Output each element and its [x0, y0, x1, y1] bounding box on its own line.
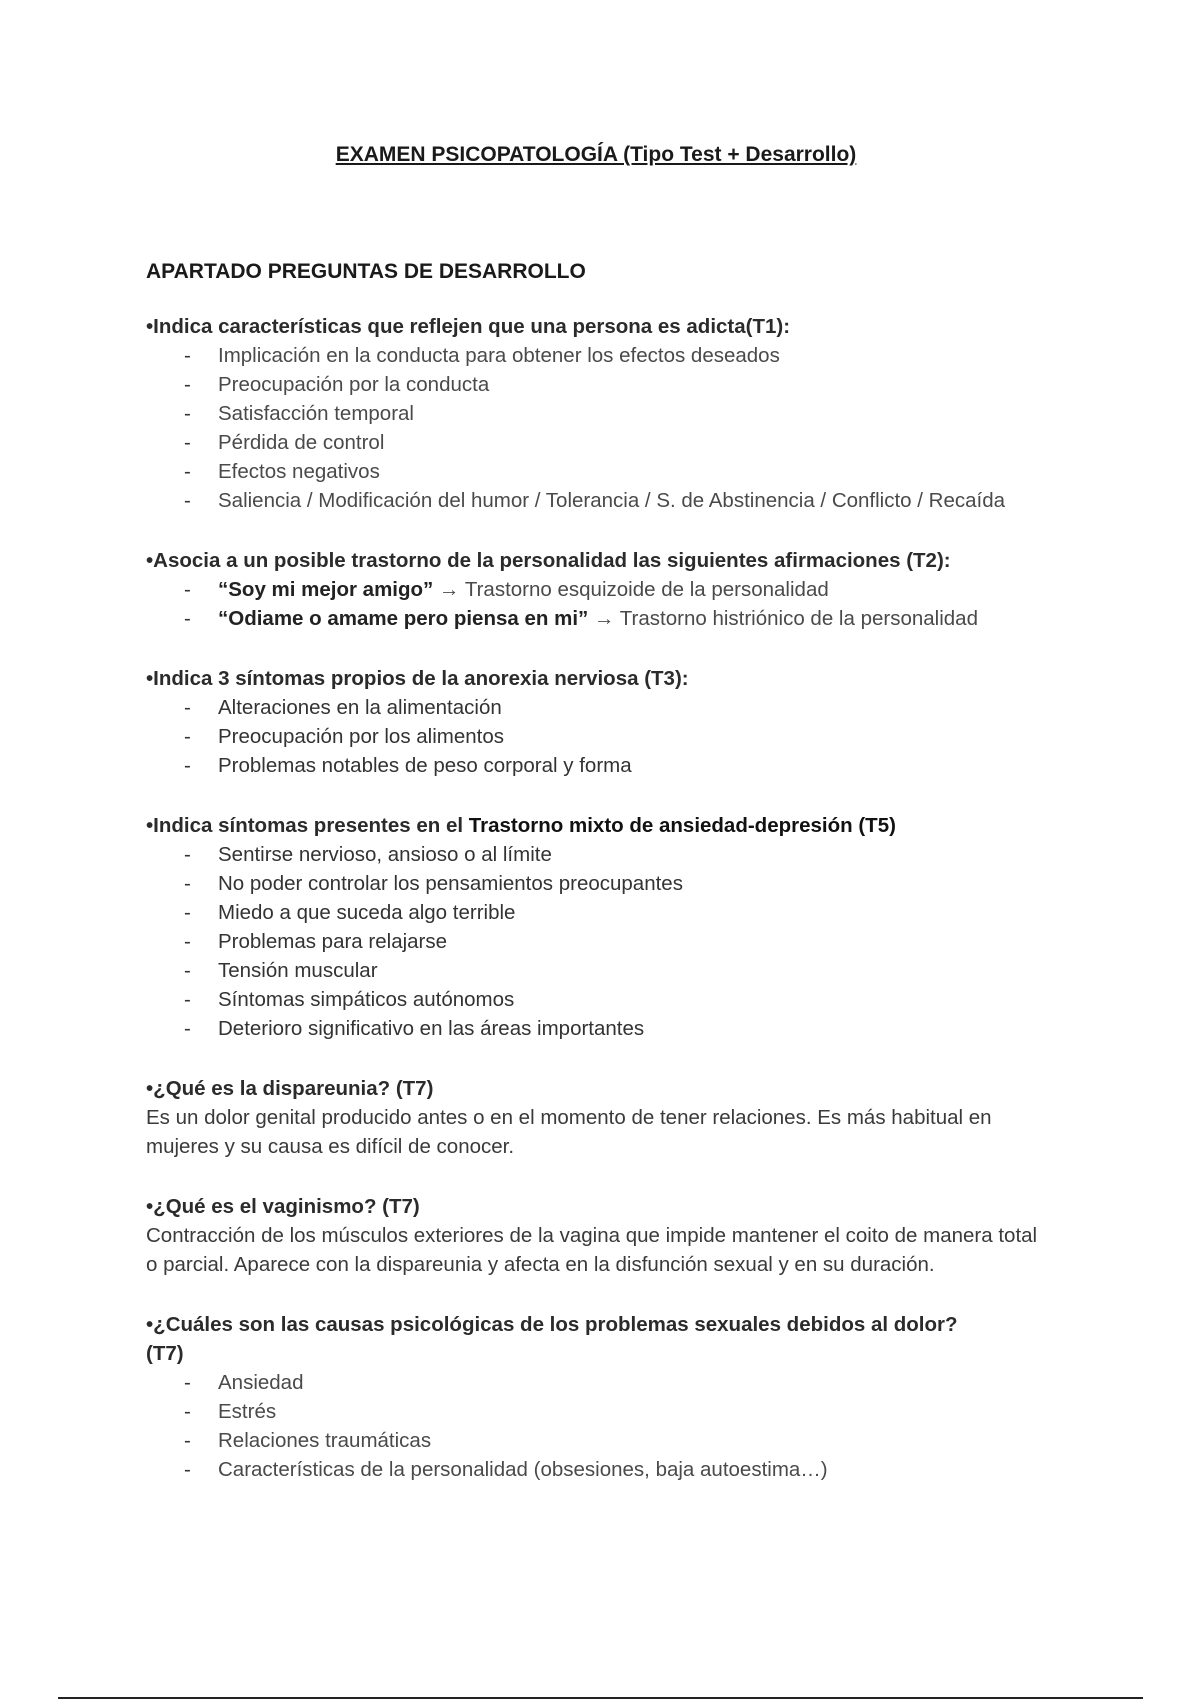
- list-item: - Síntomas simpáticos autónomos: [146, 985, 1046, 1014]
- list-item: - Satisfacción temporal: [146, 399, 1046, 428]
- question-anxiety-depression: [146, 811, 1046, 1043]
- list-item: - Estrés: [146, 1397, 1046, 1426]
- list-item: - Sentirse nervioso, ansioso o al límite: [146, 840, 1046, 869]
- list-item: - Pérdida de control: [146, 428, 1046, 457]
- list-item: - Deterioro significativo en las áreas importantes: [146, 1014, 1046, 1043]
- answer-list: [146, 575, 1046, 633]
- answer-list: [146, 693, 1046, 780]
- list-item: - Efectos negativos: [146, 457, 1046, 486]
- list-item: - Ansiedad: [146, 1368, 1046, 1397]
- answer-text: → Trastorno esquizoide de la personalidad: [433, 578, 829, 601]
- answer-paragraph: Contracción de los músculos exteriores de la vagina que impide mantener el coito de manera total o parcial. Aparece con la dispareunia y afecta en la disfunción sexual y en su duración.: [146, 1224, 1038, 1276]
- question-title-strong: Trastorno mixto de ansiedad-depresión (T5): [468, 814, 896, 837]
- question-title: •Asocia a un posible trastorno de la personalidad las siguientes afirmaciones (T2):: [146, 549, 951, 572]
- answer-list: [146, 840, 1046, 1043]
- question-dyspareunia: [146, 1074, 1046, 1161]
- question-title: [146, 811, 1046, 840]
- question-title: •¿Qué es el vaginismo? (T7): [146, 1195, 420, 1218]
- footer-divider: [58, 1697, 1143, 1699]
- section-title: APARTADO PREGUNTAS DE DESARROLLO: [146, 260, 586, 283]
- list-item: - Características de la personalidad (obsesiones, baja autoestima…): [146, 1455, 1046, 1484]
- quote-text: “Soy mi mejor amigo”: [218, 578, 434, 601]
- page-title: EXAMEN PSICOPATOLOGÍA (Tipo Test + Desarrollo): [335, 143, 857, 166]
- list-item: - Problemas para relajarse: [146, 927, 1046, 956]
- question-vaginismus: [146, 1192, 1046, 1279]
- list-item: - Preocupación por los alimentos: [146, 722, 1046, 751]
- question-title: •Indica características que reflejen que una persona es adicta(T1):: [146, 315, 791, 338]
- question-addiction: [146, 312, 1046, 515]
- list-item: - Relaciones traumáticas: [146, 1426, 1046, 1455]
- list-item: [146, 604, 1046, 633]
- list-item: - Problemas notables de peso corporal y forma: [146, 751, 1046, 780]
- question-title-prefix: •Indica síntomas presentes en el: [146, 814, 469, 837]
- list-item: - Alteraciones en la alimentación: [146, 693, 1046, 722]
- question-title: •¿Qué es la dispareunia? (T7): [146, 1077, 434, 1100]
- list-item: - Implicación en la conducta para obtener los efectos deseados: [146, 341, 1046, 370]
- question-personality: [146, 546, 1046, 633]
- list-item: - Miedo a que suceda algo terrible: [146, 898, 1046, 927]
- answer-list: [146, 1368, 1046, 1484]
- list-item: [146, 575, 1046, 604]
- answer-list: [146, 341, 1046, 515]
- answer-text: → Trastorno histriónico de la personalidad: [588, 607, 978, 630]
- list-item: - Preocupación por la conducta: [146, 370, 1046, 399]
- list-item: - Saliencia / Modificación del humor / Tolerancia / S. de Abstinencia / Conflicto / Recaída: [146, 486, 1046, 515]
- question-title: •¿Cuáles son las causas psicológicas de los problemas sexuales debidos al dolor? (T7): [146, 1313, 958, 1365]
- question-pain-causes: [146, 1310, 1046, 1484]
- quote-text: “Odiame o amame pero piensa en mi”: [218, 607, 589, 630]
- answer-paragraph: Es un dolor genital producido antes o en el momento de tener relaciones. Es más habitual en mujeres y su causa es difícil de conocer.: [146, 1106, 992, 1158]
- question-title: •Indica 3 síntomas propios de la anorexia nerviosa (T3):: [146, 667, 689, 690]
- list-item: - No poder controlar los pensamientos preocupantes: [146, 869, 1046, 898]
- question-anorexia: [146, 664, 1046, 780]
- list-item: - Tensión muscular: [146, 956, 1046, 985]
- document-content: [146, 260, 1046, 1515]
